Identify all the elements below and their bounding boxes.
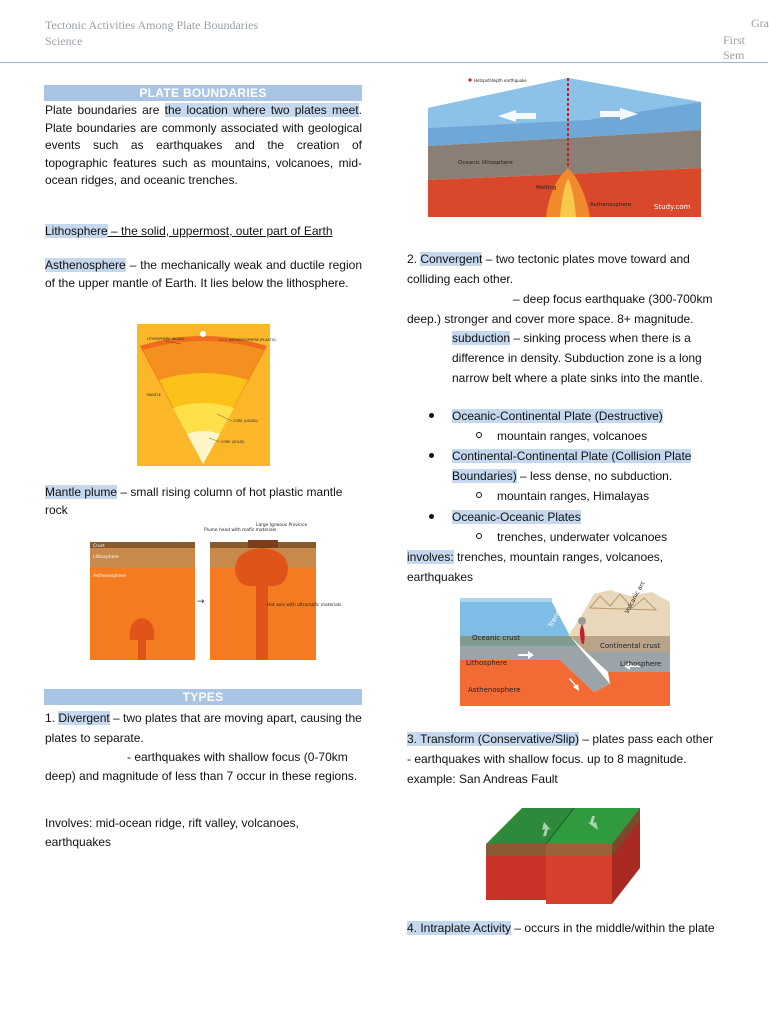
involves-term: involves: [407,550,454,564]
bullet-dot-3 [429,514,434,519]
study-watermark: Study.com [654,203,691,211]
label-legend: Hotspot/depth earthquake [474,78,527,83]
convergent-involves: involves: trenches, mountain ranges, volcanoes, earthquakes [407,550,664,584]
header-right-bottom: First Sem [723,33,746,62]
bullet-continental-continental: Continental-Continental Plate (Collision Plate Boundaries) – less dense, no subduction. [452,449,692,483]
label-asthenosphere: ASTHENOSPHERE (PLASTIC) [229,338,277,342]
earth-layers-diagram [137,324,277,466]
earth-layers-figure [137,324,277,466]
divergent-diagram [428,68,701,217]
label-asthenosphere: Asthenosphere [590,202,632,208]
transform-earthquakes: - earthquakes with shallow focus. up to 8 magnitude. [407,752,687,766]
mantle-plume-figure [90,520,342,660]
intraplate-term: 4. Intraplate Activity [407,921,512,935]
label-oceanic-crust: Oceanic crust [472,634,520,642]
transform-term: 3. Transform (Conservative/Slip) [407,732,580,746]
label-crust: Crust [93,544,105,549]
label-asthenosphere: Asthenosphere [468,686,521,694]
divergent-involves: Involves: mid-ocean ridge, rift valley, volcanoes, earthquakes [45,816,299,849]
types-heading: TYPES [44,689,362,705]
header-right-top: Gra [751,16,769,30]
label-outer-core: CORE (LIQUID) [233,419,258,423]
subduction-figure [460,579,670,706]
header-rule [0,62,768,63]
label-oceanic-lithosphere: Oceanic lithosphere [458,160,513,166]
label-lithosphere-left: Lithosphere [466,659,508,667]
asthenosphere-definition: Asthenosphere – the mechanically weak and ductile region of the upper mantle of Earth. It lies below the lithosphere. [45,258,362,290]
bullet-oceanic-continental: Oceanic-Continental Plate (Destructive) [452,409,663,423]
svg-text:→: → [197,597,205,607]
bullet-dot-2 [429,453,434,458]
bullet-oceanic-oceanic: Oceanic-Oceanic Plates [452,510,581,524]
transform-definition: 3. Transform (Conservative/Slip) – plates pass each other [407,732,714,746]
sub-bullet-3 [476,533,482,539]
intraplate-definition: 4. Intraplate Activity – occurs in the middle/within the plate [407,921,715,935]
label-asthenosphere: Asthenosphere [93,574,126,579]
label-trench: Trench [546,604,565,629]
sub-bullet-2 [476,492,482,498]
label-continental-crust: Continental crust [600,642,661,650]
label-lithosphere: LITHOSPHERE (RIGID) [147,337,184,341]
lithosphere-definition: Lithosphere – the solid, uppermost, outer part of Earth [45,224,333,238]
mantle-plume-definition: Mantle plume – small rising column of hot plastic mantle rock [45,485,343,517]
header-title: Tectonic Activities Among Plate Boundaries [45,18,259,32]
label-volcanic-arc: Volcanic arc [623,579,647,615]
plate-boundaries-heading: PLATE BOUNDARIES [44,85,362,101]
label-plume-head: Plume head with mafic materials [204,528,277,533]
header-subject: Science [45,34,83,48]
label-hot-axis: Hot axis with ultramafic materials [267,603,342,608]
label-melting: Melting [536,185,557,191]
label-large-igneous-province: Large Igneous Province [256,523,308,528]
subduction-diagram [460,579,670,706]
sub-bullet-text-2: mountain ranges, Himalayas [497,489,650,503]
mantle-plume-term: Mantle plume [45,485,118,499]
convergent-definition: 2. Convergent – two tectonic plates move toward and colliding each other. [407,252,690,286]
bullet-dot-1 [429,413,434,418]
transform-diagram [486,800,640,904]
plate-boundaries-highlight: the location where two plates meet [164,103,359,117]
divergent-term: Divergent [58,711,110,725]
lithosphere-term: Lithosphere [45,224,108,238]
transform-fault-figure [486,800,640,904]
plate-boundaries-paragraph: Plate boundaries are the location where two plates meet. Plate boundaries are commonly associated with geological events such as earthquakes and the creation of topographic features such as mountains, volcanoes, mid-ocean ridges, and oceanic trenches. [45,103,362,187]
label-lithosphere-right: Lithosphere [620,660,662,668]
divergent-boundary-figure [428,68,701,217]
sub-bullet-text-1: mountain ranges, volcanoes [497,429,648,443]
subduction-definition: subduction – sinking process when there is a difference in density. Subduction zone is a long narrow belt where a plate sinks into the mantle. [452,331,703,385]
mantle-plume-diagram [90,520,342,660]
label-lithosphere: Lithosphere [93,555,119,560]
label-mantle: MANTLE [147,393,161,397]
divergent-definition: 1. Divergent – two plates that are moving apart, causing the plates to separate. [45,711,362,745]
label-inner-core: CORE (SOLID) [221,440,245,444]
convergent-earthquakes: – deep focus earthquake (300-700km deep.) stronger and cover more space. 8+ magnitude. [407,292,713,326]
sub-bullet-text-3: trenches, underwater volcanoes [497,530,668,544]
sub-bullet-1 [476,432,482,438]
convergent-term: Convergent [420,252,483,266]
asthenosphere-term: Asthenosphere [45,258,126,272]
subduction-term: subduction [452,331,511,345]
divergent-earthquakes: - earthquakes with shallow focus (0-70km deep) and magnitude of less than 7 occur in these regions. [45,750,358,783]
transform-example: example: San Andreas Fault [407,772,558,786]
